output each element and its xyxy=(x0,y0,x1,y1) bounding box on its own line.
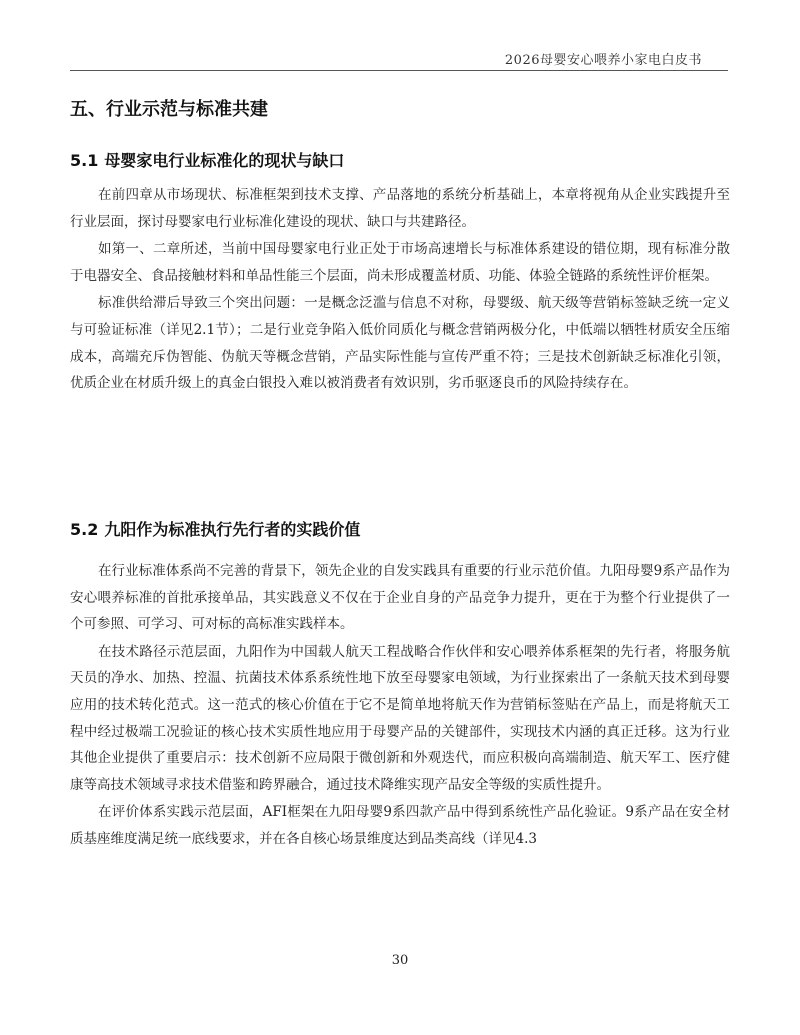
section-number: 5.1 xyxy=(70,151,99,170)
section-body-5-2 xyxy=(70,558,730,854)
header-rule xyxy=(70,70,728,71)
section-body-5-1 xyxy=(70,182,730,398)
section-title: 母婴家电行业标准化的现状与缺口 xyxy=(104,151,345,170)
paragraph: 在评价体系实践示范层面，AFI框架在九阳母婴9系四款产品中得到系统性产品化验证。9系产品在安全材质基座维度满足统一底线要求，并在各自核心场景维度达到品类高线（详见4.3 xyxy=(70,804,730,847)
paragraph: 标准供给滞后导致三个突出问题：一是概念泛滥与信息不对称，母婴级、航天级等营销标签缺乏统一定义与可验证标准（详见2.1节）；二是行业竞争陷入低价同质化与概念营销两极分化，中低端以牺牲材质安全压缩成本，高端充斥伪智能、伪航天等概念营销，产品实际性能与宣传严重不符；三是技术创新缺乏标准化引领，优质企业在材质升级上的真金白银投入难以被消费者有效识别，劣币驱逐良币的风险持续存在。 xyxy=(70,295,730,392)
page-number: 30 xyxy=(391,953,409,968)
section-heading-5-2 xyxy=(70,517,360,540)
section-number: 5.2 xyxy=(70,520,99,539)
paragraph: 如第一、二章所述，当前中国母婴家电行业正处于市场高速增长与标准体系建设的错位期，现有标准分散于电器安全、食品接触材料和单品性能三个层面，尚未形成覆盖材质、功能、体验全链路的系统性评价框架。 xyxy=(70,241,730,284)
paragraph: 在技术路径示范层面，九阳作为中国载人航天工程战略合作伙伴和安心喂养体系框架的先行者，将服务航天员的净水、加热、控温、抗菌技术体系系统性地下放至母婴家电领域，为行业探索出了一条航天技术到母婴应用的技术转化范式。这一范式的核心价值在于它不是简单地将航天作为营销标签贴在产品上，而是将航天工程中经过极端工况验证的核心技术实质性地应用于母婴产品的关键部件，实现技术内涵的真正迁移。这为行业其他企业提供了重要启示：技术创新不应局限于微创新和外观迭代，而应积极向高端制造、航天军工、医疗健康等高技术领域寻求技术借鉴和跨界融合，通过技术降维实现产品安全等级的实质性提升。 xyxy=(70,643,730,793)
section-title: 九阳作为标准执行先行者的实践价值 xyxy=(104,520,361,539)
chapter-heading: 五、行业示范与标准共建 xyxy=(70,99,268,120)
paragraph: 在前四章从市场现状、标准框架到技术支撑、产品落地的系统分析基础上，本章将视角从企业实践提升至行业层面，探讨母婴家电行业标准化建设的现状、缺口与共建路径。 xyxy=(70,187,730,230)
running-header: 2026母婴安心喂养小家电白皮书 xyxy=(504,53,702,68)
section-heading-5-1 xyxy=(70,148,344,171)
paragraph: 在行业标准体系尚不完善的背景下，领先企业的自发实践具有重要的行业示范价值。九阳母婴9系产品作为安心喂养标准的首批承接单品，其实践意义不仅在于企业自身的产品竞争力提升，更在于为整个行业提供了一个可参照、可学习、可对标的高标准实践样本。 xyxy=(70,563,730,633)
